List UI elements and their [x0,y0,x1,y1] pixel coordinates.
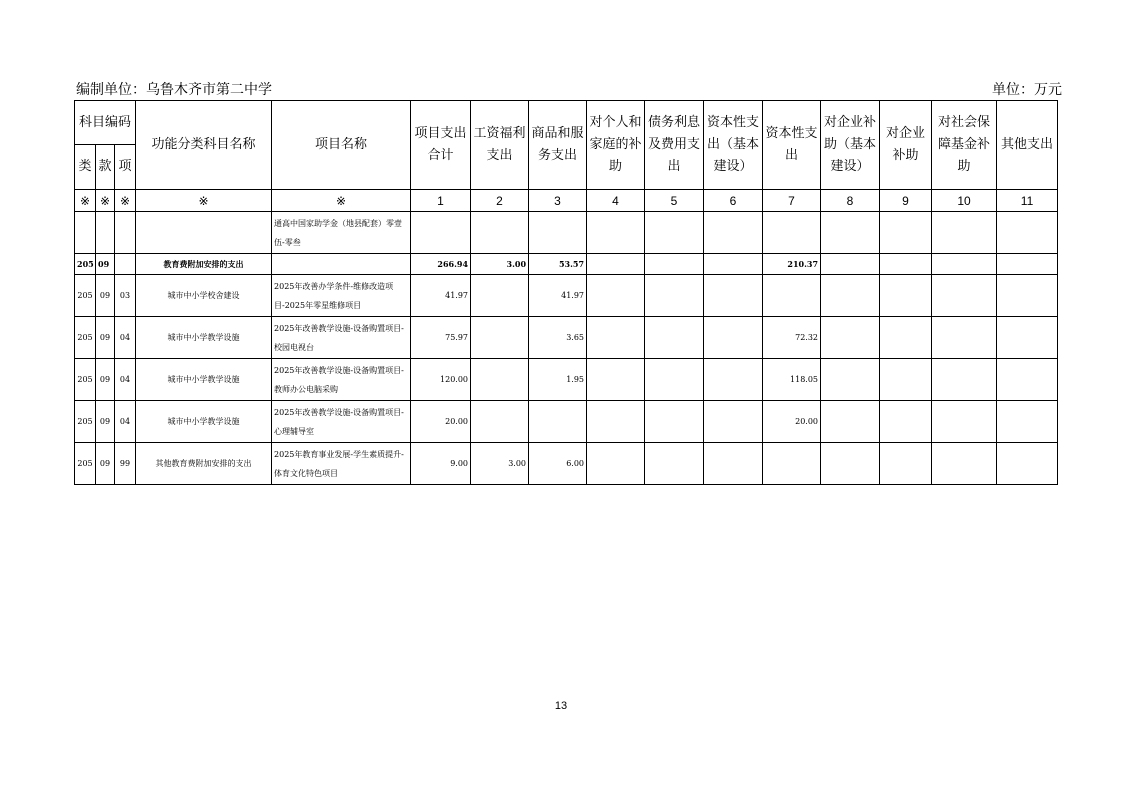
index-number: 9 [880,190,932,212]
cell-value [645,275,704,317]
cell-value [411,212,471,254]
cell-value [587,275,645,317]
cell-value [880,275,932,317]
header-kuan: 款 [96,145,115,190]
cell-lei: 205 [75,254,96,275]
cell-function-name: 城市中小学校舍建设 [136,275,272,317]
header-col-7: 资本性支出 [763,101,821,190]
cell-value [821,275,880,317]
cell-kuan: 09 [96,275,115,317]
currency-unit: 单位：万元 [992,82,1062,98]
table-row [75,401,1058,443]
cell-xiang: 04 [115,359,136,401]
index-symbol: ※ [136,190,272,212]
cell-xiang: 99 [115,443,136,485]
cell-value [821,212,880,254]
cell-value [997,212,1058,254]
cell-value [997,275,1058,317]
cell-value [704,359,763,401]
cell-value [821,401,880,443]
cell-value [645,443,704,485]
header-col-9: 对企业补助 [880,101,932,190]
index-number: 10 [932,190,997,212]
table-row-subtotal [75,254,1058,275]
cell-value: 3.00 [471,443,529,485]
cell-function-name: 城市中小学教学设施 [136,359,272,401]
cell-kuan [96,212,115,254]
cell-value [932,254,997,275]
index-number: 7 [763,190,821,212]
cell-value: 3.65 [529,317,587,359]
cell-value: 53.57 [529,254,587,275]
table-row [75,275,1058,317]
cell-project-name: 通高中国家助学金（地县配套）零壹伍-零叁 [272,212,411,254]
cell-value [932,443,997,485]
cell-value [997,401,1058,443]
cell-value: 266.94 [411,254,471,275]
cell-value [704,443,763,485]
cell-kuan: 09 [96,359,115,401]
cell-value [645,401,704,443]
cell-xiang: 04 [115,401,136,443]
cell-value [471,317,529,359]
cell-value [529,212,587,254]
cell-value [587,359,645,401]
cell-value [704,317,763,359]
cell-value [587,317,645,359]
header-col-10: 对社会保障基金补助 [932,101,997,190]
cell-value [471,401,529,443]
header-col-5: 债务利息及费用支出 [645,101,704,190]
cell-project-name [272,254,411,275]
cell-value [880,359,932,401]
header-col-1: 项目支出合计 [411,101,471,190]
index-number: 1 [411,190,471,212]
cell-xiang [115,212,136,254]
cell-value [645,212,704,254]
cell-lei: 205 [75,275,96,317]
index-number: 6 [704,190,763,212]
header-col-3: 商品和服务支出 [529,101,587,190]
cell-value [587,401,645,443]
index-symbol: ※ [115,190,136,212]
index-number: 8 [821,190,880,212]
compiling-unit: 编制单位：乌鲁木齐市第二中学 [76,82,272,98]
cell-value [704,275,763,317]
cell-value [529,401,587,443]
cell-value: 41.97 [529,275,587,317]
index-number: 3 [529,190,587,212]
cell-value [932,359,997,401]
index-row [75,190,1058,212]
cell-value [645,317,704,359]
cell-value [763,443,821,485]
header-col-2: 工资福利支出 [471,101,529,190]
cell-lei: 205 [75,359,96,401]
index-number: 4 [587,190,645,212]
cell-value: 118.05 [763,359,821,401]
cell-project-name: 2025年改善教学设施-设备购置项目-教师办公电脑采购 [272,359,411,401]
cell-value: 3.00 [471,254,529,275]
index-symbol: ※ [96,190,115,212]
cell-value [587,443,645,485]
cell-xiang [115,254,136,275]
project-expenditure-table [74,100,1058,485]
header-code-group: 科目编码 [75,101,136,145]
cell-value [821,254,880,275]
cell-value [645,254,704,275]
cell-kuan: 09 [96,254,115,275]
table-row [75,443,1058,485]
cell-value [880,443,932,485]
cell-value [821,443,880,485]
cell-project-name: 2025年改善办学条件-维修改造项目-2025年零星维修项目 [272,275,411,317]
table-row [75,359,1058,401]
header-lei: 类 [75,145,96,190]
cell-value [471,275,529,317]
header-xiang: 项 [115,145,136,190]
cell-value [932,401,997,443]
cell-value: 210.37 [763,254,821,275]
cell-value [763,275,821,317]
cell-value [821,359,880,401]
cell-xiang: 03 [115,275,136,317]
cell-value [880,401,932,443]
cell-value [587,254,645,275]
cell-project-name: 2025年改善教学设施-设备购置项目-校园电视台 [272,317,411,359]
cell-value: 6.00 [529,443,587,485]
cell-project-name: 2025年教育事业发展-学生素质提升-体育文化特色项目 [272,443,411,485]
cell-value [880,317,932,359]
index-symbol: ※ [75,190,96,212]
cell-value: 20.00 [411,401,471,443]
cell-xiang: 04 [115,317,136,359]
cell-function-name [136,212,272,254]
cell-value [997,359,1058,401]
cell-value [997,443,1058,485]
cell-value: 72.32 [763,317,821,359]
cell-value: 1.95 [529,359,587,401]
cell-lei: 205 [75,401,96,443]
cell-lei [75,212,96,254]
cell-kuan: 09 [96,317,115,359]
cell-value [763,212,821,254]
header-col-11: 其他支出 [997,101,1058,190]
header-col-6: 资本性支出（基本建设） [704,101,763,190]
cell-kuan: 09 [96,401,115,443]
cell-value [471,212,529,254]
cell-value [997,317,1058,359]
table-row [75,317,1058,359]
index-symbol: ※ [272,190,411,212]
cell-value: 20.00 [763,401,821,443]
cell-value [880,212,932,254]
header-row-1 [75,101,1058,145]
cell-value [880,254,932,275]
cell-value [932,317,997,359]
cell-value [932,212,997,254]
cell-value [704,401,763,443]
index-number: 11 [997,190,1058,212]
cell-value: 120.00 [411,359,471,401]
header-function-name: 功能分类科目名称 [136,101,272,190]
cell-value [932,275,997,317]
table-row [75,212,1058,254]
cell-value [704,254,763,275]
cell-function-name: 城市中小学教学设施 [136,317,272,359]
cell-value [821,317,880,359]
page-number: 13 [554,700,568,712]
cell-kuan: 09 [96,443,115,485]
cell-lei: 205 [75,317,96,359]
cell-function-name: 城市中小学教学设施 [136,401,272,443]
index-number: 2 [471,190,529,212]
cell-value: 75.97 [411,317,471,359]
cell-project-name: 2025年改善教学设施-设备购置项目-心理辅导室 [272,401,411,443]
cell-lei: 205 [75,443,96,485]
header-col-4: 对个人和家庭的补助 [587,101,645,190]
cell-function-name: 教育费附加安排的支出 [136,254,272,275]
cell-function-name: 其他教育费附加安排的支出 [136,443,272,485]
index-number: 5 [645,190,704,212]
cell-value [645,359,704,401]
cell-value [997,254,1058,275]
cell-value [471,359,529,401]
cell-value [587,212,645,254]
header-project-name: 项目名称 [272,101,411,190]
cell-value: 9.00 [411,443,471,485]
cell-value [704,212,763,254]
header-col-8: 对企业补助（基本建设） [821,101,880,190]
cell-value: 41.97 [411,275,471,317]
